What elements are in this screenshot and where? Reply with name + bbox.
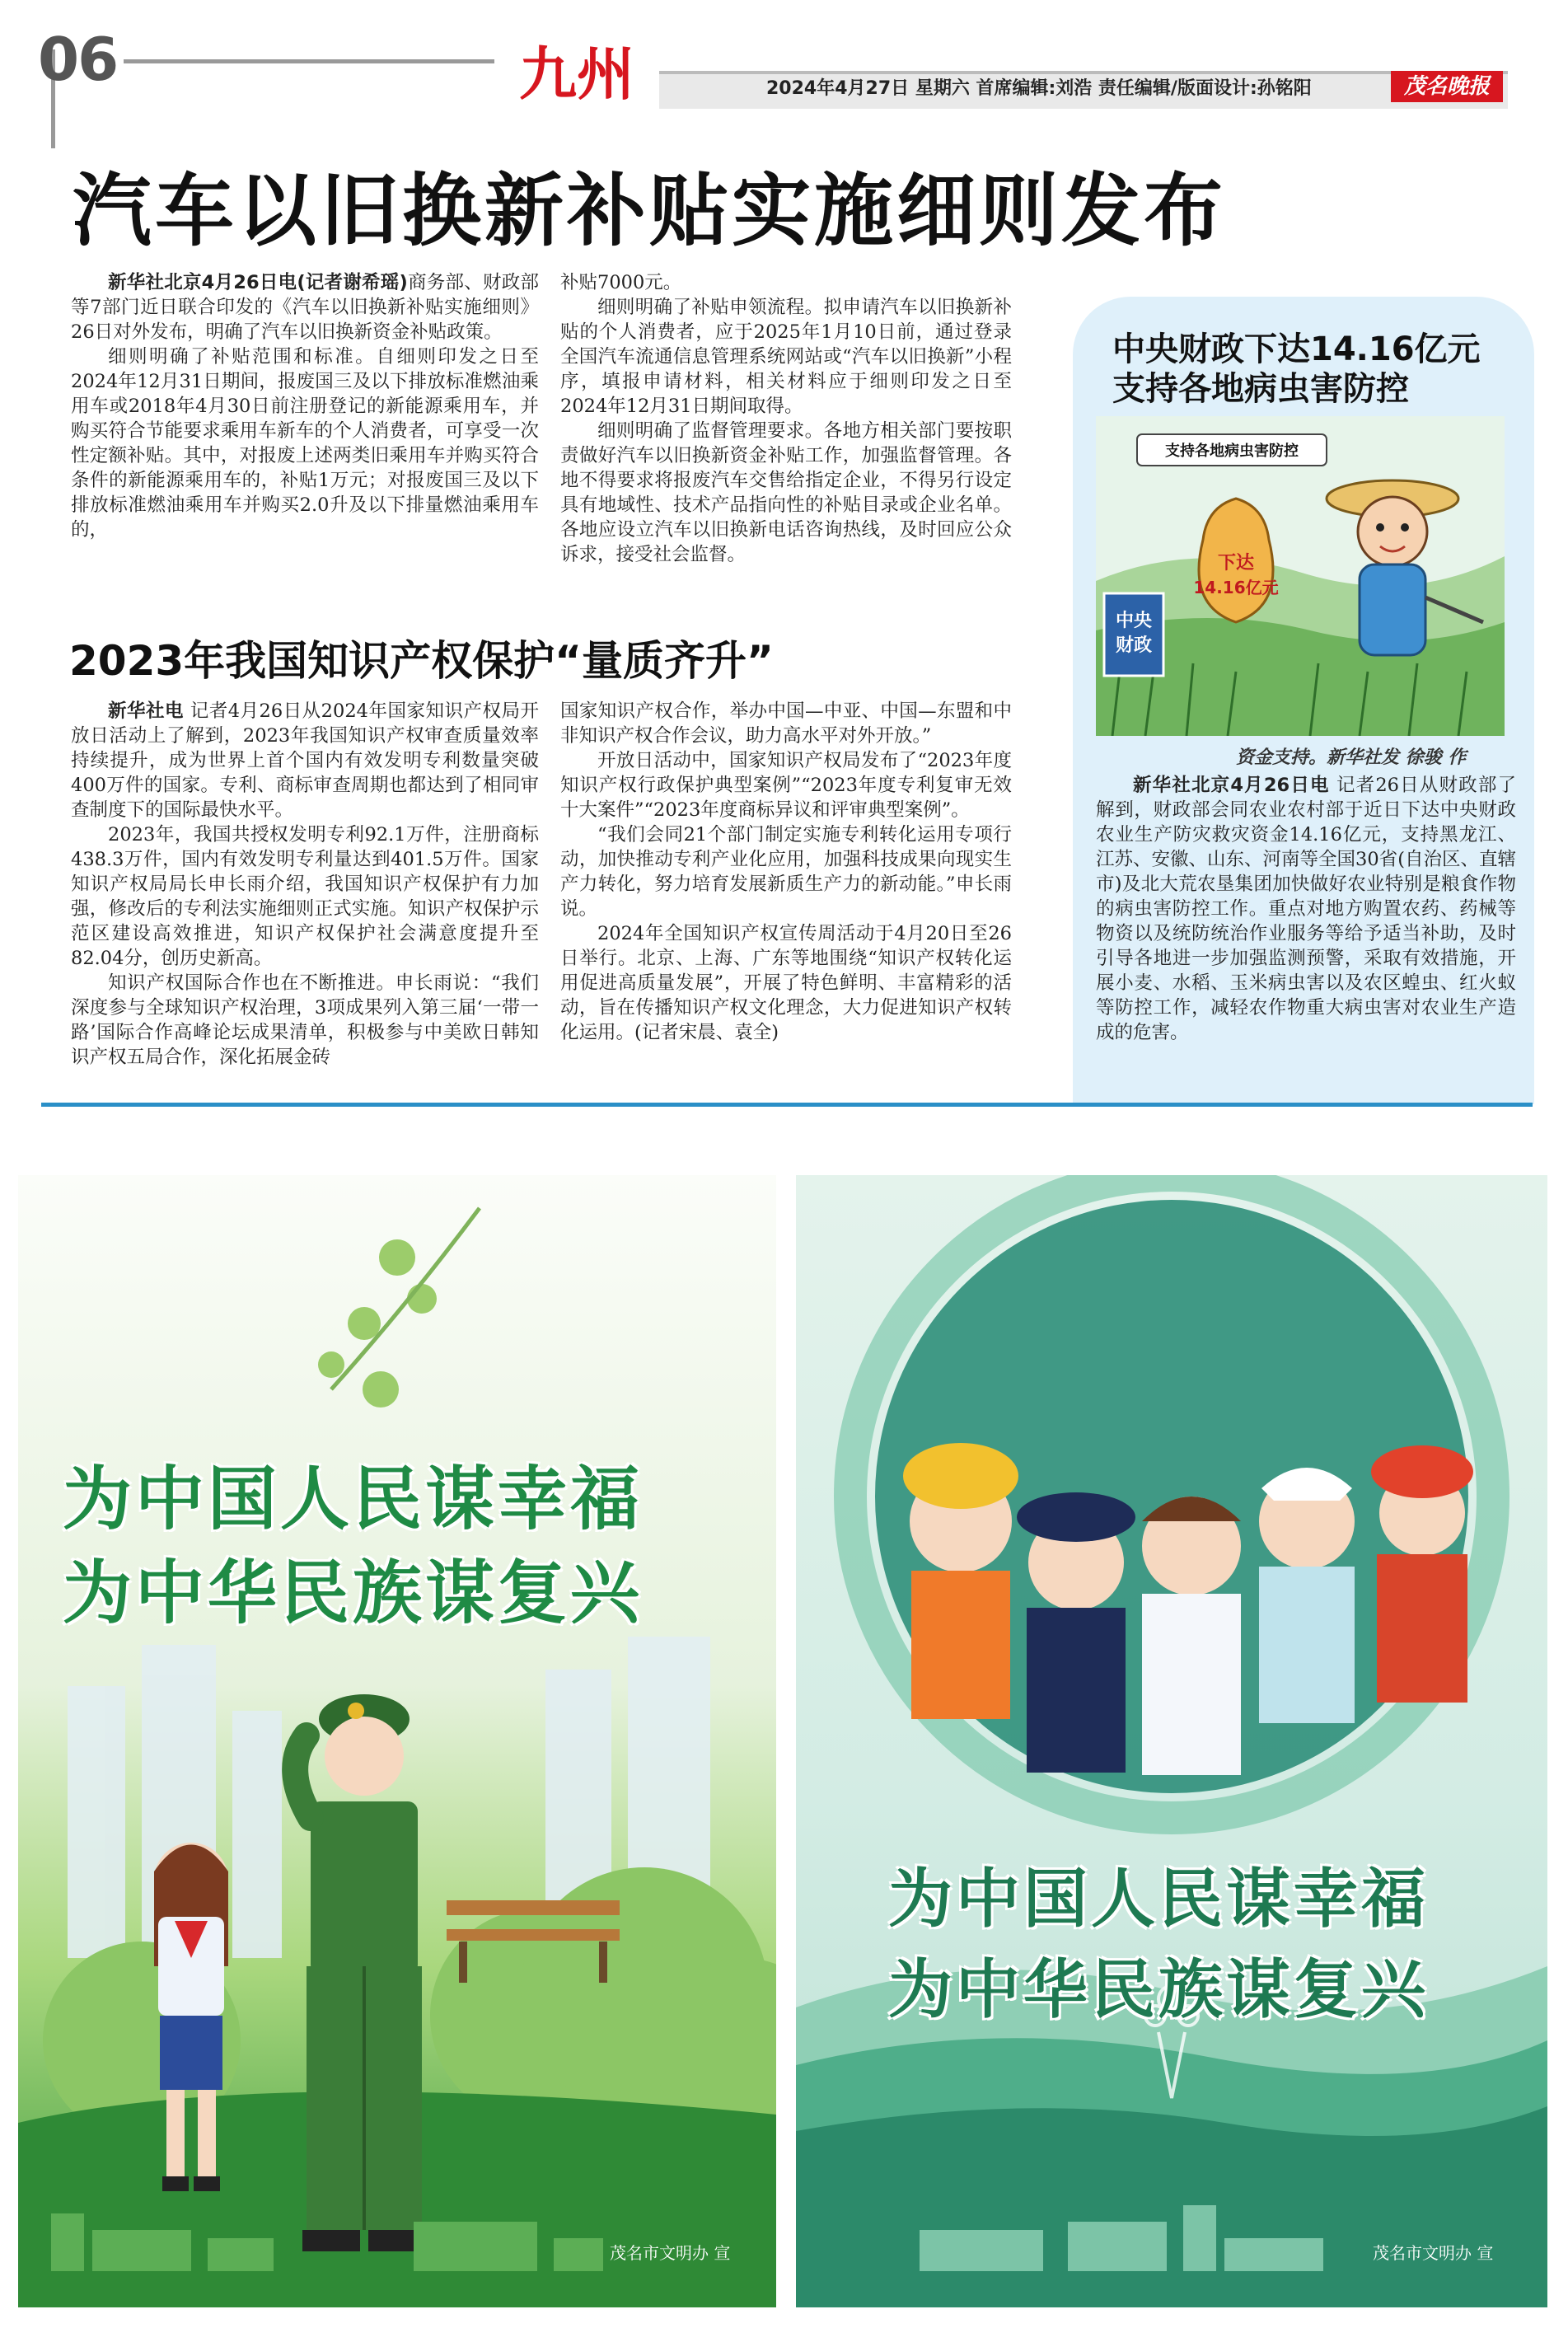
poster-2 — [796, 1175, 1547, 2307]
article1-paragraph: 补贴7000元。 — [560, 272, 682, 293]
cartoon-banner-text: 支持各地病虫害防控 — [1165, 443, 1299, 460]
poster-1-illustration — [18, 1175, 776, 2307]
article2-paragraph: 2023年，我国共授权发明专利92.1万件，注册商标438.3万件，国内有效发明专利量达到401.5万件。国家知识产权局局长申长雨介绍，我国知识产权保护有力加强，修改后的专利法实施细则正式实施。知识产权保护示范区建设高效推进，知识产权保护社会满意度提升至82.04分，创历史新高。 — [71, 824, 539, 969]
article2-paragraph: 开放日活动中，国家知识产权局发布了“2023年度知识产权行政保护典型案例”“2023年度专利复审无效十大案件”“2023年度商标异议和评审典型案例”。 — [560, 750, 1012, 821]
sidebar-body — [1096, 773, 1516, 1045]
page-number: 06 — [38, 25, 118, 94]
poster-2-slogan-1: 为中国人民谋幸福 — [888, 1862, 1430, 1937]
svg-text:14.16亿元: 14.16亿元 — [1193, 578, 1279, 597]
sidebar-paragraph: 记者26日从财政部了解到，财政部会同农业农村部于近日下达中央财政农业生产防灾救灾资金14.16亿元，支持黑龙江、江苏、安徽、山东、河南等全国30省(自治区、直辖市)及北大荒农垦集团加快做好农业特别是粮食作物的病虫害防控工作。重点对地方购置农药、药械等物资以及统防统治作业服务等给予适当补助，及时引导各地进一步加强监测预警，采取有效措施，开展小麦、水稻、玉米病虫害以及农区蝗虫、红火蚁等防控工作，减轻农作物重大病虫害对农业生产造成的危害。 — [1096, 775, 1516, 1043]
cartoon-caption: 资金支持。新华社发 徐骏 作 — [1236, 747, 1467, 768]
article1-paragraph: 细则明确了补贴范围和标准。自细则印发之日至2024年12月31日期间，报废国三及以下排放标准燃油乘用车或2018年4月30日前注册登记的新能源乘用车，并购买符合节能要求乘用车新车的个人消费者，可享受一次性定额补贴。其中，对报废上述两类旧乘用车并购买符合条件的新能源乘用车的，补贴1万元；对报废国三及以下排放标准燃油乘用车并购买2.0升及以下排量燃油乘用车的， — [71, 346, 539, 541]
sidebar-title-line-1: 中央财政下达14.16亿元 — [1112, 330, 1481, 368]
section-name: 九州 — [519, 40, 634, 108]
article1-paragraph: 细则明确了监督管理要求。各地方相关部门要按职责做好汽车以旧换新资金补贴工作，加强监督管理。各地不得要求将报废汽车交售给指定企业，不得另行设定具有地域性、技术产品指向性的补贴目录或企业名单。各地应设立汽车以旧换新电话咨询热线，及时回应公众诉求，接受社会监督。 — [560, 420, 1012, 565]
header-info: 2024年4月27日 星期六 首席编辑:刘浩 责任编辑/版面设计:孙铭阳 — [766, 78, 1312, 99]
svg-text:财政: 财政 — [1115, 635, 1153, 656]
section-divider — [41, 1103, 1533, 1107]
article1-paragraph: 商务部、财政部等7部门近日联合印发的《汽车以旧换新补贴实施细则》26日对外发布，明确了汽车以旧换新资金补贴政策。 — [71, 272, 539, 343]
poster-1-credit: 茂名市文明办 宣 — [610, 2243, 731, 2263]
article2-paragraph: 知识产权国际合作也在不断推进。申长雨说：“我们深度参与全球知识产权治理，3项成果列入第三届‘一带一路’国际合作高峰论坛成果清单，积极参与中美欧日韩知识产权五局合作，深化拓展金砖 — [71, 972, 539, 1068]
article1-column-2 — [560, 270, 1012, 567]
article2-paragraph: 2024年全国知识产权宣传周活动于4月20日至26日举行。北京、上海、广东等地围绕“知识产权转化运用促进高质量发展”，开展了特色鲜明、丰富精彩的活动，旨在传播知识产权文化理念，大力促进知识产权转化运用。(记者宋晨、袁全) — [560, 923, 1012, 1043]
poster-2-credit: 茂名市文明办 宣 — [1373, 2243, 1494, 2263]
poster-2-slogan-2: 为中华民族谋复兴 — [888, 1953, 1430, 2027]
article2-paragraph: 记者4月26日从2024年国家知识产权局开放日活动上了解到，2023年我国知识产权审查质量效率持续提升，成为世界上首个国内有效发明专利数量突破400万件的国家。专利、商标审查周期也都达到了相同审查制度下的国际最快水平。 — [71, 700, 539, 821]
article2-title: 2023年我国知识产权保护“量质齐升” — [69, 637, 774, 685]
poster-1-slogan-2: 为中华民族谋复兴 — [63, 1553, 644, 1633]
svg-text:中央: 中央 — [1115, 611, 1153, 631]
cartoon-drawing — [1096, 416, 1505, 736]
article1-column-1 — [71, 270, 539, 542]
header-rule — [124, 59, 494, 63]
cartoon-illustration — [1096, 416, 1505, 736]
article1-title: 汽车以旧换新补贴实施细则发布 — [73, 165, 1226, 257]
article1-lead: 新华社北京4月26日电(记者谢希瑶) — [108, 272, 408, 293]
article2-paragraph: “我们会同21个部门制定实施专利转化运用专项行动，加快推动专利产业化应用，加强科技成果向现实生产力转化，努力培育发展新质生产力的新动能。”申长雨说。 — [560, 824, 1012, 920]
sidebar-title-line-2: 支持各地病虫害防控 — [1112, 370, 1409, 408]
article2-column-2 — [560, 699, 1012, 1045]
paper-logo: 茂名晚报 — [1391, 71, 1503, 102]
poster-1 — [18, 1175, 776, 2307]
article2-lead: 新华社电 — [108, 700, 185, 722]
poster-2-illustration — [796, 1175, 1547, 2307]
article2-paragraph: 国家知识产权合作，举办中国—中亚、中国—东盟和中非知识产权合作会议，助力高水平对外开放。” — [560, 700, 1012, 747]
svg-text:下达: 下达 — [1217, 553, 1255, 574]
section-tag — [519, 28, 643, 108]
article2-column-1 — [71, 699, 539, 1070]
article1-paragraph: 细则明确了补贴申领流程。拟申请汽车以旧换新补贴的个人消费者，应于2025年1月10日前，通过登录全国汽车流通信息管理系统网站或“汽车以旧换新”小程序，填报申请材料，相关材料应于细则印发之日至2024年12月31日期间取得。 — [560, 297, 1012, 417]
poster-1-slogan-1: 为中国人民谋幸福 — [63, 1459, 644, 1539]
sidebar-lead: 新华社北京4月26日电 — [1133, 775, 1330, 796]
